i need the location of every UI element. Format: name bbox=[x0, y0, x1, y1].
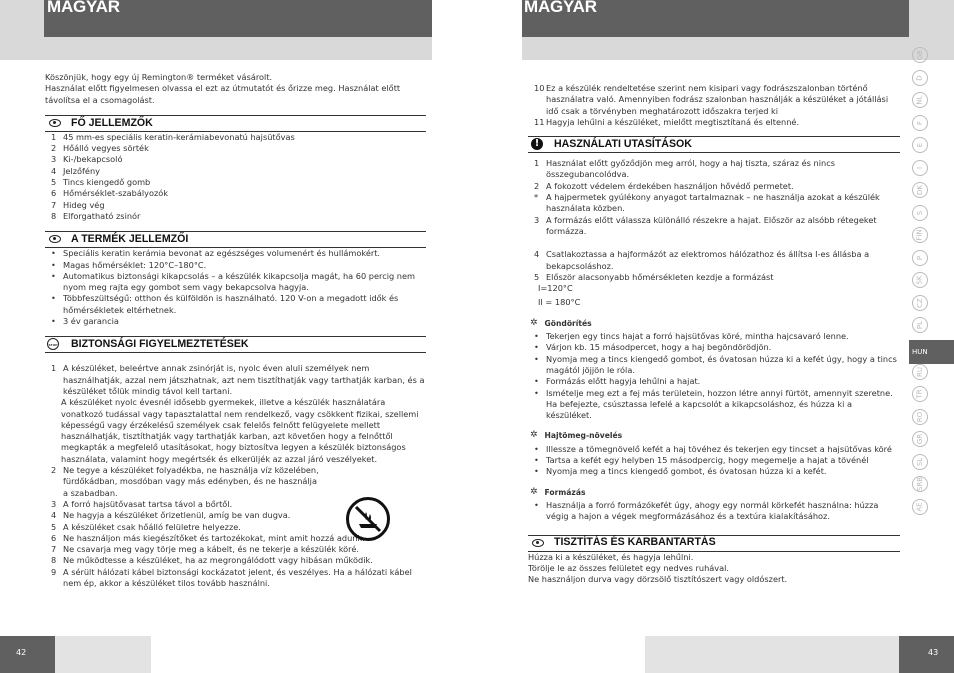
bullet-item: • 3 év garancia bbox=[45, 316, 426, 327]
item-text: Hagyja lehűlni a készüléket, mielőtt megtisztítaná és eltenné. bbox=[546, 116, 800, 127]
text-line: használata, valamint hogy megértsék és elkerüljék az azzal járó veszélyeket. bbox=[61, 453, 378, 464]
safety-list-cont bbox=[45, 465, 426, 499]
language-tab-label: F bbox=[916, 120, 924, 125]
item-text: Ez a készülék rendeltetése szerint nem kisipari vagy fodrászszalonban történő használatra való. Amennyiben fodrász szalonban használják a készüléket a jótállási idő csak a törvényben meghatározott időszakra terjed ki bbox=[546, 83, 889, 116]
bullet-item: • Használja a forró formázókefét úgy, ahogy egy normál körkefét használna: húzza végig a hajon a végek megformázásához és a textúra kialakításához. bbox=[528, 500, 900, 523]
text-line: a szabadban. bbox=[63, 487, 118, 498]
styling-list bbox=[528, 500, 900, 523]
section-title: HASZNÁLATI UTASÍTÁSOK bbox=[554, 138, 692, 151]
language-tab[interactable] bbox=[912, 160, 928, 176]
text-line: Húzza ki a készüléket, és hagyja lehűlni. bbox=[528, 551, 694, 562]
list-item bbox=[528, 192, 900, 215]
usage-list bbox=[528, 158, 900, 237]
item-number: 6 bbox=[51, 188, 57, 199]
text-line: Ne használjon durva vagy dörzsölő tisztítószert vagy oldószert. bbox=[528, 574, 788, 585]
bullet-item: • Várjon kb. 15 másodpercet, hogy a haj begöndörödjön. bbox=[528, 342, 900, 353]
text-line: Ne tegye a készüléket folyadékba, ne használja víz közelében, bbox=[63, 465, 319, 476]
page-title-left: MAGYAR bbox=[47, 0, 120, 16]
footer-bar-left bbox=[0, 636, 55, 673]
text-line: Törölje le az összes felületet egy nedves ruhával. bbox=[528, 562, 730, 573]
list-item bbox=[45, 143, 426, 154]
sparkle-icon: ✲ bbox=[530, 430, 538, 441]
section-header-safety bbox=[45, 336, 426, 353]
section-header-features bbox=[45, 115, 426, 132]
language-tab[interactable] bbox=[912, 92, 928, 108]
subsection-title: Göndörítés bbox=[544, 318, 592, 328]
bullet-item: • Többfeszültségű: otthon és külföldön is használható. 120 V-on a megadott idők és hőmérsékletek eltérhetnek. bbox=[45, 293, 426, 316]
item-text: Ne működtesse a készüléket, ha az megrongálódott vagy hibásan működik. bbox=[63, 555, 373, 566]
temperature-high: II = 180°C bbox=[538, 297, 581, 308]
features-list bbox=[45, 132, 426, 222]
language-tab-label: TR bbox=[915, 389, 924, 399]
language-tab-label: GR bbox=[915, 433, 924, 445]
subsection-volume bbox=[528, 430, 900, 441]
list-item bbox=[45, 177, 426, 188]
safety-paragraph bbox=[45, 397, 426, 465]
language-tab[interactable] bbox=[912, 47, 928, 63]
item-number: 3 bbox=[51, 498, 57, 509]
language-tab[interactable] bbox=[912, 499, 928, 515]
language-tab-label: D bbox=[915, 74, 924, 81]
language-tab[interactable] bbox=[912, 476, 928, 492]
item-number: 9 bbox=[51, 566, 57, 577]
language-tab-label: SK bbox=[915, 275, 924, 285]
list-item bbox=[45, 555, 426, 566]
sparkle-icon: ✲ bbox=[530, 486, 538, 497]
text-line: megkapták a megfelelő utasításokat, hogy biztosítva legyen a készülék biztonságos bbox=[61, 442, 406, 453]
footer-bar-right bbox=[899, 636, 954, 673]
bullet-item: • Speciális keratin kerámia bevonat az egészséges volumenért és hullámokért. bbox=[45, 248, 426, 259]
item-number: 3 bbox=[51, 154, 57, 165]
list-item bbox=[528, 117, 900, 128]
intro-line: Köszönjük, hogy egy új Remington® terméket vásárolt. bbox=[45, 72, 273, 82]
section-header-cleaning bbox=[528, 535, 900, 552]
list-item bbox=[528, 83, 900, 117]
language-tab-label: GB bbox=[915, 49, 924, 61]
list-item bbox=[528, 249, 900, 272]
text-line: képességű vagy érzékelésű személyek csak felelős felnőtt felügyelete mellett bbox=[61, 419, 381, 430]
section-header-usage bbox=[528, 136, 900, 153]
language-tabs bbox=[911, 47, 929, 521]
language-tab[interactable] bbox=[912, 70, 928, 86]
section-title: TISZTÍTÁS ÉS KARBANTARTÁS bbox=[554, 536, 716, 549]
no-water-warning-icon bbox=[346, 497, 390, 541]
usage-list-2 bbox=[528, 249, 900, 283]
bullet-item: • Nyomja meg a tincs kiengedő gombot, és óvatosan húzza ki a kefét. bbox=[528, 466, 900, 477]
language-tab[interactable] bbox=[912, 295, 928, 311]
list-item bbox=[45, 154, 426, 165]
intro-text bbox=[45, 72, 426, 106]
item-text: A készüléket csak hőálló felületre helyezze. bbox=[63, 521, 241, 532]
language-tab-label: E bbox=[916, 142, 924, 148]
list-item bbox=[45, 188, 426, 199]
list-item: 1 A készüléket, beleértve annak zsinórját is, nyolc éven aluli személyek nem használhatják, azzal nem játszhatnak, azt nem tisztíthatják vagy tarthatják karban, és a készüléket tőlük mindig távol kell tartani. bbox=[51, 363, 425, 396]
language-tab-label: RO bbox=[916, 411, 924, 422]
list-item bbox=[528, 181, 900, 192]
text-line: készüléket tőlük mindig távol kell tartani. bbox=[63, 385, 233, 396]
language-tab-label: FIN bbox=[915, 229, 924, 241]
language-tab-label: PL bbox=[916, 320, 924, 330]
list-item bbox=[45, 567, 426, 590]
item-number: 1 bbox=[51, 131, 57, 142]
item-number: 8 bbox=[51, 210, 57, 221]
language-tab[interactable] bbox=[912, 364, 928, 380]
item-number: 4 bbox=[51, 165, 57, 176]
bullet-item: • Ismételje meg ezt a fej más területein, hozzon létre annyi fürtöt, amennyit szeretne. Ha befejezte, csúsztassa lefelé a kapcsolót a kikapcsoláshoz, és húzza ki a készüléket. bbox=[528, 388, 900, 422]
footer-band-left bbox=[55, 636, 151, 673]
language-tab-active[interactable] bbox=[909, 340, 954, 364]
item-number: 5 bbox=[51, 177, 57, 188]
language-tab[interactable] bbox=[912, 409, 928, 425]
list-item bbox=[528, 272, 900, 283]
safety-list bbox=[45, 363, 426, 397]
language-tab[interactable] bbox=[912, 454, 928, 470]
language-tab-label: DK bbox=[915, 185, 924, 195]
list-item bbox=[45, 544, 426, 555]
page-title-right: MAGYAR bbox=[524, 0, 597, 16]
list-item bbox=[45, 200, 426, 211]
item-text: A formázás előtt válassza különálló részekre a hajat. Először az alsóbb rétegeket formázza. bbox=[546, 214, 877, 236]
text-line: vonatkozó tudással vagy tapasztalattal nem rendelkező, vagy csökkent fizikai, szellemi bbox=[61, 408, 419, 419]
language-tab[interactable] bbox=[912, 227, 928, 243]
language-tab[interactable] bbox=[912, 250, 928, 266]
text-line: A készüléket, beleértve annak zsinórját is, nyolc éven aluli személyek nem bbox=[63, 363, 370, 374]
curls-list bbox=[528, 331, 900, 421]
bullet-item: • Tartsa a kefét egy helyben 15 másodpercig, hogy megemelje a hajat a tövénél bbox=[528, 455, 900, 466]
item-number: 2 bbox=[51, 143, 57, 154]
text-line: A készüléket nyolc évesnél idősebb gyermekek, illetve a készülék használatára bbox=[61, 397, 386, 408]
item-text: Ne csavarja meg vagy törje meg a kábelt, és ne tekerje a készülék köré. bbox=[63, 544, 360, 555]
subsection-title: Formázás bbox=[544, 487, 586, 497]
cleaning-text bbox=[528, 552, 900, 586]
text-line: használhatják, tisztíthatják vagy tarthatják karban, azt követően hogy a felnőttől bbox=[61, 431, 393, 442]
list-item bbox=[45, 166, 426, 177]
bullet-item: • Formázás előtt hagyja lehűlni a hajat. bbox=[528, 376, 900, 387]
list-item bbox=[45, 211, 426, 222]
item-text: Csatlakoztassa a hajformázót az elektromos hálózathoz és állítsa I-es állásba a bekapcsoláshoz. bbox=[546, 249, 870, 271]
list-item bbox=[528, 158, 900, 181]
language-tab[interactable] bbox=[912, 137, 928, 153]
sparkle-icon: ✲ bbox=[530, 317, 538, 328]
text-line: fürdőkádban, mosdóban vagy más edényben, és ne használja bbox=[63, 476, 317, 487]
footer-band-right bbox=[645, 636, 899, 673]
item-text: Ne használjon más kiegészítőket és tartozékokat, mint amit hozzá adunk. bbox=[63, 532, 365, 543]
bullet-item: • Automatikus biztonsági kikapcsolás – a készülék kikapcsolja magát, ha 60 percig nem nyom meg rajta egy gombot sem vagy bekapcsolva hagyja. bbox=[45, 271, 426, 294]
language-tab[interactable] bbox=[912, 205, 928, 221]
language-tab-label: NL bbox=[915, 95, 924, 105]
item-number: 3 bbox=[534, 214, 540, 225]
item-number: 7 bbox=[51, 199, 57, 210]
item-number: 8 bbox=[51, 555, 57, 566]
language-tab-label: RU bbox=[916, 366, 924, 377]
item-number: 6 bbox=[51, 532, 57, 543]
product-features-list bbox=[45, 248, 426, 327]
language-tab-label: S bbox=[915, 210, 924, 215]
item-text: Ki-/bekapcsoló bbox=[63, 154, 123, 165]
subsection-curls bbox=[528, 318, 900, 329]
intro-line: Használat előtt figyelmesen olvassa el ezt az útmutatót és őrizze meg. Használat előtt bbox=[45, 83, 401, 94]
language-tab[interactable] bbox=[912, 182, 928, 198]
section-header-product bbox=[45, 231, 426, 248]
temperature-low: I=120°C bbox=[538, 283, 573, 294]
section-title: A TERMÉK JELLEMZŐI bbox=[71, 233, 189, 246]
item-text: Először alacsonyabb hőmérsékleten kezdje a formázást bbox=[546, 271, 774, 282]
subsection-styling bbox=[528, 487, 900, 498]
item-text: Ne hagyja a készüléket őrizetlenül, amíg be van dugva. bbox=[63, 510, 291, 521]
bullet-item: • Illessze a tömegnövelő kefét a haj tövéhez és tekerjen egy tincset a hajsütővas köré bbox=[528, 444, 900, 455]
item-text: Hőmérséklet-szabályozók bbox=[63, 188, 169, 199]
temperature-values bbox=[528, 283, 900, 309]
item-number: 5 bbox=[534, 271, 540, 282]
volume-list bbox=[528, 444, 900, 478]
language-tab[interactable] bbox=[912, 272, 928, 288]
stop-icon: STOP bbox=[47, 338, 59, 350]
list-item bbox=[528, 215, 900, 238]
item-text: Hideg vég bbox=[63, 199, 105, 210]
language-tab-label: SRB bbox=[916, 476, 925, 492]
item-number: * bbox=[534, 192, 539, 203]
item-number: 1 bbox=[534, 158, 540, 169]
language-tab-label: P bbox=[915, 255, 924, 260]
subsection-title: Hajtömeg-növelés bbox=[544, 431, 623, 441]
item-text: Hőálló vegyes sörték bbox=[63, 143, 149, 154]
item-text: Tincs kiengedő gomb bbox=[63, 177, 151, 188]
language-tab[interactable] bbox=[912, 431, 928, 447]
item-text: Elforgatható zsinór bbox=[63, 210, 141, 221]
item-text: A fokozott védelem érdekében használjon hővédő permetet. bbox=[546, 180, 794, 191]
language-tab[interactable] bbox=[912, 115, 928, 131]
item-text: A hajpermetek gyúlékony anyagot tartalmaznak – ne használja azokat a készülék használata közben. bbox=[546, 192, 880, 214]
language-tab-label: CZ bbox=[916, 297, 924, 308]
eye-icon bbox=[49, 119, 61, 127]
item-number: 11 bbox=[534, 116, 545, 127]
item-text: A forró hajsütővasat tartsa távol a bőrtől. bbox=[63, 498, 233, 509]
right-column bbox=[528, 83, 900, 585]
item-text: 45 mm-es speciális keratin-kerámiabevonatú hajsütővas bbox=[63, 131, 295, 142]
language-tab-label: I bbox=[915, 166, 924, 169]
bullet-item: • Magas hőmérséklet: 120°C–180°C. bbox=[45, 260, 426, 271]
text-line: használhatják, azzal nem játszhatnak, azt nem tisztíthatják vagy tarthatják karban, és a bbox=[63, 374, 425, 385]
language-tab-label: SL bbox=[916, 457, 924, 466]
item-number: 10 bbox=[534, 83, 545, 93]
section-title: FŐ JELLEMZŐK bbox=[71, 116, 153, 129]
item-number: 7 bbox=[51, 544, 57, 555]
page-number-left: 42 bbox=[16, 648, 27, 657]
item-text: Jelzőfény bbox=[63, 165, 100, 176]
list-item: 2 Ne tegye a készüléket folyadékba, ne használja víz közelében, fürdőkádban, mosdóban vagy más edényben, és ne használja a szabadban. bbox=[45, 465, 426, 499]
eye-icon bbox=[532, 539, 544, 547]
item-number: 2 bbox=[534, 180, 540, 191]
intro-line: távolítsa el a csomagolást. bbox=[45, 94, 155, 105]
language-tab-label: HUN bbox=[912, 347, 928, 356]
bullet-item: • Nyomja meg a tincs kiengedő gombot, és óvatosan húzza ki a kefét úgy, hogy a tincs magától jöjjön le róla. bbox=[528, 354, 900, 377]
item-number: 4 bbox=[51, 510, 57, 521]
eye-icon bbox=[49, 235, 61, 243]
list-item bbox=[45, 132, 426, 143]
bullet-item: • Tekerjen egy tincs hajat a forró hajsütővas köré, mintha hajcsavaró lenne. bbox=[528, 331, 900, 342]
item-text: Használat előtt győződjön meg arról, hogy a haj tiszta, száraz és nincs összegubancolódva. bbox=[546, 158, 835, 180]
item-number: 4 bbox=[534, 249, 540, 260]
item-number: 5 bbox=[51, 521, 57, 532]
section-title: BIZTONSÁGI FIGYELMEZTETÉSEK bbox=[71, 338, 249, 351]
item-text: A sérült hálózati kábel biztonsági kockázatot jelent, és veszélyes. Ha a hálózati kábel nem ép, akkor a készüléket tilos tovább használni. bbox=[63, 566, 412, 588]
safety-items-continued bbox=[528, 83, 900, 128]
page-number-right: 43 bbox=[928, 648, 939, 657]
language-tab-label: AE bbox=[916, 501, 924, 512]
language-tab[interactable] bbox=[912, 386, 928, 402]
exclamation-icon: ! bbox=[531, 138, 543, 150]
language-tab[interactable] bbox=[912, 317, 928, 333]
